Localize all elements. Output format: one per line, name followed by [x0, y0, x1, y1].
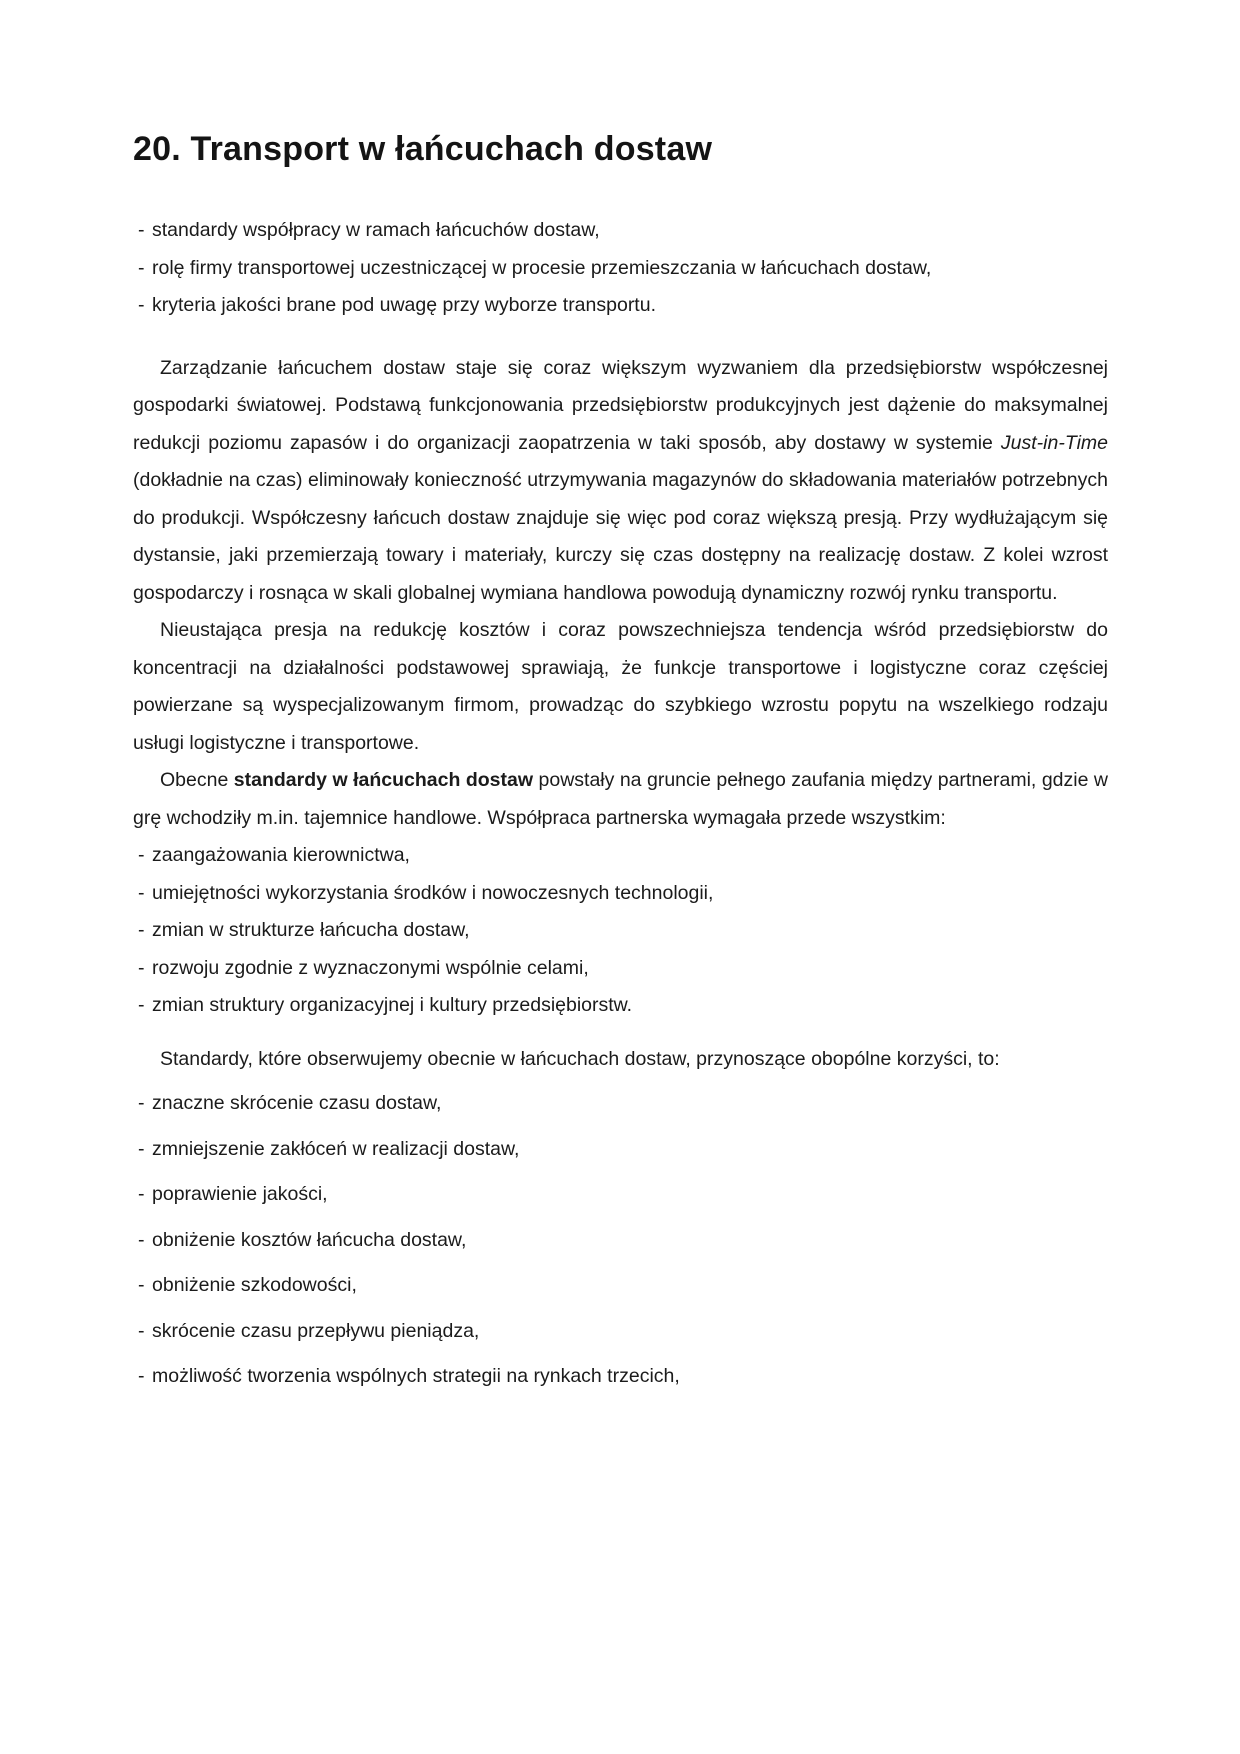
- bullet-marker: -: [138, 1319, 145, 1342]
- list-item: [138, 287, 1108, 325]
- list-item-text: zmian w strukturze łańcucha dostaw,: [152, 919, 470, 941]
- bullet-marker: -: [138, 256, 145, 279]
- paragraph-text: Zarządzanie łańcuchem dostaw staje się coraz większym wyzwaniem dla przedsiębiorstw współczesnej gospodarki światowej. Podstawą funkcjonowania przedsiębiorstw produkcyjnych jest dążenie do maksymalnej redukcji poziomu zapasów i do organizacji zaopatrzenia w taki sposób, aby dostawy w systemie: [133, 356, 1108, 454]
- paragraph-text: Obecne: [160, 769, 234, 791]
- list-item: [138, 875, 1108, 913]
- page-title: 20. Transport w łańcuchach dostaw: [133, 130, 713, 168]
- paragraph-observed-standards: Standardy, które obserwujemy obecnie w łańcuchach dostaw, przynoszące obopólne korzyści, to:: [160, 1047, 1000, 1070]
- paragraph-text: powstały na gruncie pełnego zaufania między partnerami, gdzie w grę wchodziły m.in. tajemnice handlowe. Współpraca partnerska wymagała przede wszystkim:: [133, 769, 1108, 829]
- list-item: [138, 1218, 1108, 1264]
- bullet-marker: -: [138, 1183, 145, 1205]
- list-item: [138, 1263, 1108, 1309]
- bullet-marker: -: [138, 1274, 145, 1296]
- bullet-marker: -: [138, 219, 145, 241]
- bullet-marker: -: [138, 1365, 145, 1387]
- list-item-text: zmian struktury organizacyjnej i kultury przedsiębiorstw.: [152, 994, 633, 1016]
- list-item: [138, 912, 1108, 950]
- list-item: [138, 1354, 1108, 1400]
- list-item-text: obniżenie kosztów łańcucha dostaw,: [152, 1228, 467, 1251]
- list-item: [138, 250, 1108, 288]
- list-item: [138, 837, 1108, 875]
- bullet-marker: -: [138, 919, 145, 941]
- paragraph-text: (dokładnie na czas) eliminowały konieczność utrzymywania magazynów do składowania materiałów potrzebnych do produkcji. Współczesny łańcuch dostaw znajduje się więc pod coraz większą presją. Przy wydłużającym się dystansie, jaki przemierzają towary i materiały, kurczy się czas dostępny na realizację dostaw. Z kolei wzrost gospodarczy i rosnąca w skali globalnej wymiana handlowa powodują dynamiczny rozwój rynku transportu.: [133, 469, 1108, 604]
- list-item-text: poprawienie jakości,: [152, 1183, 328, 1205]
- list-item-text: skrócenie czasu przepływu pieniądza,: [152, 1319, 480, 1342]
- list-item: [138, 212, 1108, 250]
- list-item: [138, 950, 1108, 988]
- standards-bold-text: standardy w łańcuchach dostaw: [233, 769, 534, 791]
- bullet-marker: -: [138, 294, 145, 316]
- bullet-marker: -: [138, 1137, 145, 1160]
- list-item-text: zmniejszenie zakłóceń w realizacji dostaw,: [152, 1137, 520, 1160]
- list-item: [138, 1081, 1108, 1127]
- partnership-bullet-list: [133, 837, 1108, 1025]
- bullet-marker: -: [138, 994, 145, 1016]
- paragraph-standards-intro: [133, 762, 1108, 837]
- list-item-text: rozwoju zgodnie z wyznaczonymi wspólnie celami,: [152, 956, 589, 979]
- list-item: [138, 1309, 1108, 1355]
- bullet-marker: -: [138, 956, 145, 979]
- bullet-marker: -: [138, 881, 145, 904]
- bullet-marker: -: [138, 1092, 145, 1114]
- list-item-text: możliwość tworzenia wspólnych strategii na rynkach trzecich,: [152, 1365, 680, 1387]
- paragraph-cost-reduction: Nieustająca presja na redukcję kosztów i coraz powszechniejsza tendencja wśród przedsiębiorstw do koncentracji na działalności podstawowej sprawiają, że funkcje transportowe i logistyczne coraz częściej powierzane są wyspecjalizowanym firmom, prowadząc do szybkiego wzrostu popytu na wszelkiego rodzaju usługi logistyczne i transportowe.: [133, 619, 1108, 754]
- list-item: [138, 987, 1108, 1025]
- list-item-text: standardy współpracy w ramach łańcuchów dostaw,: [152, 219, 600, 241]
- just-in-time-italic: Just-in-Time: [1000, 431, 1108, 454]
- bullet-marker: -: [138, 844, 145, 866]
- list-item-text: umiejętności wykorzystania środków i nowoczesnych technologii,: [152, 881, 714, 904]
- list-item: [138, 1172, 1108, 1218]
- list-item: [138, 1127, 1108, 1173]
- list-item-text: znaczne skrócenie czasu dostaw,: [152, 1092, 442, 1114]
- list-item-text: rolę firmy transportowej uczestniczącej w procesie przemieszczania w łańcuchach dostaw,: [152, 256, 932, 279]
- standards-bullet-list: [133, 1081, 1108, 1400]
- list-item-text: kryteria jakości brane pod uwagę przy wyborze transportu.: [152, 294, 656, 316]
- intro-bullet-list: [133, 212, 1108, 325]
- paragraph-supply-chain-management: [133, 350, 1108, 613]
- bullet-marker: -: [138, 1228, 145, 1251]
- list-item-text: zaangażowania kierownictwa,: [152, 844, 410, 866]
- list-item-text: obniżenie szkodowości,: [152, 1274, 357, 1296]
